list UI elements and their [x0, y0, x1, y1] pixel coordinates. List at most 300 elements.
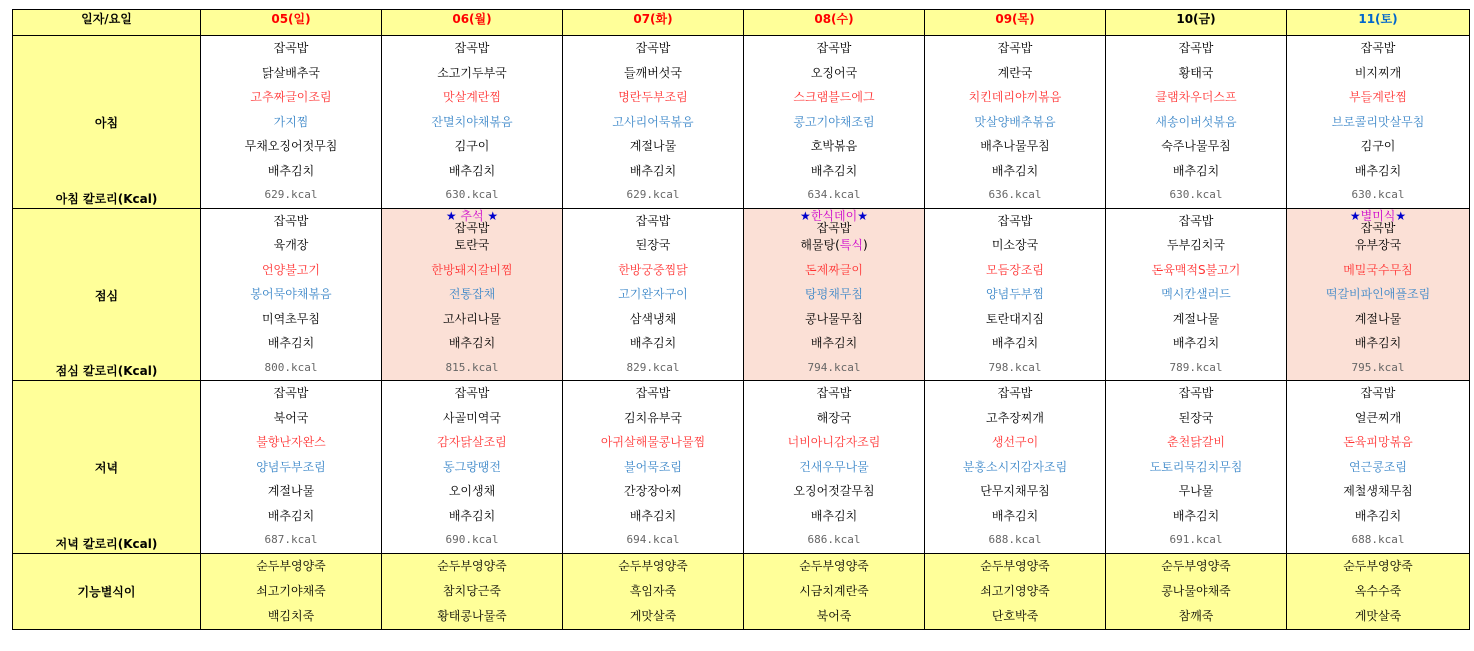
functional-diet-cell	[382, 553, 563, 629]
day-header: 08(수)	[744, 10, 925, 36]
menu-item	[1287, 381, 1469, 406]
calorie-value: 630.kcal	[1169, 188, 1223, 201]
menu-item-text: 두부김치국	[1167, 238, 1225, 252]
menu-item-text: 잡곡밥	[997, 386, 1033, 400]
meal-cell	[1106, 381, 1287, 554]
menu-item-text: 토란국	[454, 238, 490, 252]
porridge-item: 콩나물야채죽	[1161, 583, 1231, 598]
calorie-label: 점심 칼로리(Kcal)	[55, 364, 158, 378]
star-icon: ★	[445, 208, 461, 223]
menu-item-text: 육개장	[273, 238, 309, 252]
menu-item-text: 가지찜	[273, 114, 309, 129]
menu-item-text: 잡곡밥	[816, 386, 852, 400]
calorie-value: 686.kcal	[807, 533, 861, 546]
menu-item	[925, 85, 1105, 110]
menu-item-text: 잡곡밥	[816, 41, 852, 55]
menu-item-text: 콩나물무침	[805, 311, 863, 326]
calorie-value: 690.kcal	[445, 533, 499, 546]
menu-item	[563, 479, 743, 504]
functional-diet-row	[13, 553, 1470, 629]
menu-item-text: 메밀국수무침	[1343, 262, 1413, 277]
menu-item	[1287, 430, 1469, 455]
menu-item	[1287, 134, 1469, 159]
porridge-item: 시금치계란죽	[799, 583, 869, 598]
calorie-value: 636.kcal	[988, 188, 1042, 201]
menu-item	[1106, 381, 1286, 406]
menu-item	[1106, 331, 1286, 356]
menu-item	[563, 504, 743, 529]
menu-item-text: 잡곡밥	[1178, 213, 1214, 228]
menu-item-text: 잡곡밥	[1178, 41, 1214, 55]
meal-title: 아침	[94, 116, 119, 130]
functional-diet-cell	[563, 553, 744, 629]
calorie-value: 629.kcal	[264, 188, 318, 201]
menu-item-text: 배추김치	[267, 508, 315, 523]
calorie-value: 794.kcal	[807, 360, 861, 374]
day-header: 10(금)	[1106, 10, 1287, 36]
calorie-value: 634.kcal	[807, 188, 861, 201]
menu-item-text: 잡곡밥	[997, 41, 1033, 55]
menu-item	[925, 282, 1105, 307]
menu-item	[563, 134, 743, 159]
menu-item	[1287, 479, 1469, 504]
menu-item-text: 소고기두부국	[437, 65, 507, 80]
menu-item: 잡곡밥	[1360, 220, 1396, 235]
menu-item	[744, 258, 924, 283]
menu-item	[1106, 282, 1286, 307]
menu-item-text: 잡곡밥	[454, 386, 490, 400]
menu-item-text: 배추나물무침	[980, 139, 1050, 153]
menu-item-text: 미역초무침	[262, 311, 320, 326]
menu-item	[563, 36, 743, 61]
functional-diet-cell	[925, 553, 1106, 629]
menu-item	[201, 504, 381, 529]
calorie-value: 829.kcal	[626, 360, 680, 374]
star-icon: ★	[483, 208, 499, 223]
menu-item-text: 부들계란찜	[1349, 90, 1407, 104]
meal-section-row	[13, 381, 1470, 554]
meal-cell	[1106, 36, 1287, 209]
menu-item	[744, 134, 924, 159]
menu-item-text: 배추김치	[1172, 336, 1220, 350]
special-text: 별미식	[1360, 208, 1396, 223]
header-row	[13, 10, 1470, 36]
menu-item-text: 잡곡밥	[635, 41, 671, 55]
calorie-label: 아침 칼로리(Kcal)	[55, 191, 158, 206]
meal-cell	[1287, 381, 1470, 554]
menu-item	[925, 209, 1105, 234]
day-header: 07(화)	[563, 10, 744, 36]
menu-item-text: 배추김치	[629, 508, 677, 523]
menu-item	[382, 430, 562, 455]
menu-item-text: 잡곡밥	[273, 386, 309, 400]
menu-item	[201, 479, 381, 504]
menu-item	[1106, 455, 1286, 480]
menu-item-text: 잡곡밥	[454, 41, 490, 55]
menu-item	[1287, 282, 1469, 307]
menu-item-text: 불향난자완스	[256, 435, 326, 449]
porridge-item: 흑임자죽	[629, 583, 677, 598]
menu-item-text: 멕시칸샐러드	[1161, 287, 1231, 301]
menu-item	[1287, 307, 1469, 332]
menu-item-text: 숙주나물무침	[1161, 139, 1231, 153]
menu-item-text: 잡곡밥	[1360, 386, 1396, 400]
menu-item-text: 아귀살해물콩나물찜	[600, 435, 706, 449]
menu-item-text: 잡곡밥	[635, 213, 671, 228]
porridge-item: 백김치죽	[267, 608, 315, 623]
calorie-value: 630.kcal	[445, 188, 499, 201]
menu-item-text: 언양불고기	[262, 262, 320, 277]
header-label: 일자/요일	[13, 10, 201, 36]
porridge-item: 게맛살죽	[1354, 608, 1402, 623]
special-text: 한식데이	[810, 208, 858, 223]
meal-cell	[925, 208, 1106, 381]
porridge-item: 순두부영양죽	[618, 558, 688, 573]
porridge-item: 황태콩나물죽	[437, 608, 507, 623]
calorie-value: 687.kcal	[264, 533, 318, 546]
menu-item	[563, 307, 743, 332]
menu-item-text: 배추김치	[1354, 508, 1402, 523]
menu-item	[1106, 36, 1286, 61]
menu-item	[925, 36, 1105, 61]
porridge-item: 순두부영양죽	[1343, 558, 1413, 573]
menu-item-text: 한방궁중찜닭	[618, 262, 688, 277]
meal-cell	[925, 36, 1106, 209]
menu-item	[201, 36, 381, 61]
menu-item	[1106, 258, 1286, 283]
menu-item	[744, 406, 924, 431]
menu-item	[563, 209, 743, 234]
menu-item-text: 생선구이	[991, 435, 1039, 449]
functional-diet-label	[13, 553, 201, 629]
menu-item-text: 배추김치	[1354, 163, 1402, 178]
menu-item	[201, 331, 381, 356]
menu-item	[1287, 455, 1469, 480]
menu-item-text: 감자닭살조림	[437, 435, 507, 449]
menu-item	[1106, 504, 1286, 529]
menu-item-text: 배추김치	[810, 508, 858, 523]
meal-cell	[1106, 208, 1287, 381]
menu-item-text: 비지찌개	[1354, 65, 1402, 80]
menu-item-text: 닭살배추국	[262, 65, 320, 80]
menu-item	[1106, 159, 1286, 184]
menu-item	[744, 479, 924, 504]
menu-item	[563, 331, 743, 356]
menu-item	[1287, 331, 1469, 356]
menu-item-text: 봉어묵야채볶음	[250, 287, 332, 301]
menu-item-text: )	[862, 238, 868, 252]
meal-menu-table	[12, 9, 1470, 630]
menu-item-text: 황태국	[1178, 65, 1214, 80]
calorie-label: 저녁 칼로리(Kcal)	[55, 536, 158, 551]
menu-item	[744, 455, 924, 480]
menu-item-text: 무나물	[1178, 484, 1214, 498]
menu-item-text: 배추김치	[810, 336, 858, 350]
menu-item	[925, 307, 1105, 332]
menu-item	[1106, 406, 1286, 431]
meal-title: 점심	[94, 288, 119, 303]
menu-item	[201, 307, 381, 332]
special-label	[1287, 210, 1469, 222]
menu-item-text: 해물탕(	[800, 238, 840, 252]
star-icon: ★	[800, 208, 811, 223]
menu-item	[1287, 61, 1469, 86]
day-header: 05(일)	[201, 10, 382, 36]
menu-item-text: 맛살계란찜	[443, 90, 501, 104]
menu-item-text: 계절나물	[629, 139, 677, 153]
special-day-line	[744, 209, 924, 234]
menu-item-text: 배추김치	[448, 508, 496, 523]
menu-item	[563, 61, 743, 86]
menu-item	[201, 430, 381, 455]
menu-item-text: 명란두부조림	[618, 90, 688, 104]
porridge-item: 순두부영양죽	[1161, 558, 1231, 573]
menu-item-text: 얼큰찌개	[1354, 410, 1402, 425]
menu-item-text: 계절나물	[1172, 311, 1220, 326]
meal-cell	[382, 381, 563, 554]
menu-item	[201, 159, 381, 184]
menu-item	[744, 381, 924, 406]
menu-item	[1287, 159, 1469, 184]
menu-item-text: 불어묵조림	[624, 459, 682, 474]
porridge-item: 쇠고기야채죽	[256, 583, 326, 598]
menu-item	[382, 233, 562, 258]
menu-item-text: 배추김치	[991, 508, 1039, 523]
menu-item-text: 잡곡밥	[273, 213, 309, 228]
calorie-value: 795.kcal	[1351, 360, 1405, 374]
menu-item	[925, 134, 1105, 159]
menu-item-text: 치킨데리야끼볶음	[968, 90, 1062, 104]
menu-item	[382, 406, 562, 431]
menu-item	[925, 406, 1105, 431]
special-label	[744, 210, 924, 222]
menu-item	[382, 479, 562, 504]
menu-item-text: 계절나물	[1354, 311, 1402, 326]
menu-item-text: 잡곡밥	[635, 386, 671, 400]
menu-item	[382, 381, 562, 406]
porridge-item: 순두부영양죽	[256, 558, 326, 573]
menu-item-text: 양념두부조림	[256, 459, 326, 474]
menu-item-text: 떡갈비파인애플조림	[1325, 287, 1431, 301]
menu-item-text: 클램차우더스프	[1155, 90, 1237, 104]
menu-item	[382, 331, 562, 356]
menu-item	[563, 110, 743, 135]
porridge-item: 순두부영양죽	[437, 558, 507, 573]
menu-item	[382, 110, 562, 135]
menu-item	[925, 233, 1105, 258]
menu-item-text: 오징어젓갈무침	[793, 484, 875, 498]
meal-section-label	[13, 208, 201, 381]
menu-item	[563, 282, 743, 307]
meal-cell	[563, 208, 744, 381]
menu-item	[925, 504, 1105, 529]
menu-item-text: 건새우무나물	[799, 459, 869, 474]
menu-item-text: 무채오징어젓무침	[244, 139, 338, 153]
menu-item-text: 유부장국	[1354, 238, 1402, 252]
menu-item-text: 배추김치	[629, 163, 677, 178]
meal-section-row	[13, 208, 1470, 381]
menu-item-text: 맛살양배추볶음	[974, 114, 1056, 129]
menu-item	[744, 282, 924, 307]
menu-item	[201, 110, 381, 135]
menu-item-text: 잔멸치야채볶음	[431, 114, 513, 129]
menu-item	[201, 209, 381, 234]
menu-item-text: 스크램블드에그	[793, 90, 875, 104]
calorie-value: 691.kcal	[1169, 533, 1223, 546]
porridge-item: 순두부영양죽	[799, 558, 869, 573]
meal-section-label	[13, 36, 201, 209]
menu-item	[1106, 307, 1286, 332]
menu-item	[1106, 85, 1286, 110]
functional-diet-cell	[744, 553, 925, 629]
menu-item-text: 고기완자구이	[618, 287, 688, 301]
menu-item-text: 배추김치	[810, 163, 858, 178]
functional-diet-cell	[201, 553, 382, 629]
menu-item-text: 고사리어묵볶음	[612, 114, 694, 129]
functional-diet-cell	[1287, 553, 1470, 629]
porridge-item: 북어죽	[816, 608, 852, 623]
menu-item	[201, 85, 381, 110]
menu-item	[563, 455, 743, 480]
menu-item	[744, 159, 924, 184]
menu-item	[1106, 209, 1286, 234]
meal-cell	[201, 208, 382, 381]
porridge-item: 게맛살죽	[629, 608, 677, 623]
menu-item-text: 들깨버섯국	[624, 65, 682, 80]
menu-item	[1287, 258, 1469, 283]
menu-item	[744, 331, 924, 356]
menu-item-text: 잡곡밥	[1178, 386, 1214, 400]
menu-item-tag: 특식	[839, 238, 863, 252]
menu-item	[1287, 504, 1469, 529]
menu-item	[382, 61, 562, 86]
menu-item	[1287, 110, 1469, 135]
porridge-item: 단호박죽	[991, 608, 1039, 623]
menu-item	[925, 159, 1105, 184]
menu-item-text: 해장국	[816, 410, 852, 425]
menu-item-text: 고추짜글이조림	[250, 90, 332, 104]
calorie-value: 815.kcal	[445, 360, 499, 374]
menu-item-text: 배추김치	[1172, 163, 1220, 178]
menu-item	[201, 134, 381, 159]
menu-item-text: 한방돼지갈비찜	[431, 262, 513, 277]
menu-item	[1106, 134, 1286, 159]
menu-item	[563, 85, 743, 110]
menu-item-text: 돈육피망볶음	[1343, 435, 1413, 449]
porridge-item: 순두부영양죽	[980, 558, 1050, 573]
meal-section-label	[13, 381, 201, 554]
menu-item	[201, 258, 381, 283]
menu-item-text: 도토리묵김치무침	[1149, 459, 1243, 474]
menu-item-text: 계절나물	[267, 484, 315, 498]
menu-item: 잡곡밥	[454, 220, 490, 235]
menu-item	[744, 85, 924, 110]
star-icon: ★	[857, 208, 868, 223]
menu-item-text: 토란대지짐	[986, 311, 1044, 326]
menu-item	[925, 430, 1105, 455]
menu-item: 잡곡밥	[816, 220, 852, 235]
meal-section-row	[13, 36, 1470, 209]
menu-item-text: 된장국	[1178, 410, 1214, 425]
menu-item-text: 오이생채	[448, 484, 496, 498]
menu-item	[744, 430, 924, 455]
star-icon: ★	[1395, 208, 1407, 223]
menu-item-text: 고사리나물	[443, 311, 501, 326]
functional-title: 기능별식이	[77, 584, 136, 599]
menu-item-text: 잡곡밥	[997, 213, 1033, 228]
menu-item-text: 계란국	[997, 65, 1033, 80]
functional-diet-cell	[1106, 553, 1287, 629]
menu-item-text: 배추김치	[991, 163, 1039, 178]
menu-item	[382, 282, 562, 307]
menu-item-text: 고추장찌개	[986, 410, 1044, 425]
meal-cell	[925, 381, 1106, 554]
menu-item	[744, 61, 924, 86]
menu-item	[744, 504, 924, 529]
menu-item-text: 배추김치	[267, 163, 315, 178]
menu-item-text: 분홍소시지감자조림	[962, 459, 1068, 474]
menu-item	[382, 36, 562, 61]
porridge-item: 참깨죽	[1178, 608, 1214, 623]
menu-item-text: 간장장아찌	[624, 484, 682, 498]
porridge-item: 쇠고기영양죽	[980, 583, 1050, 598]
menu-item	[201, 282, 381, 307]
menu-item	[201, 455, 381, 480]
menu-item	[1106, 479, 1286, 504]
menu-item-text: 돈제짜글이	[805, 262, 863, 277]
menu-item-text: 미소장국	[991, 238, 1039, 252]
calorie-value: 800.kcal	[264, 360, 318, 374]
meal-cell	[201, 36, 382, 209]
menu-item	[744, 233, 924, 258]
calorie-value: 688.kcal	[988, 533, 1042, 546]
day-header: 06(월)	[382, 10, 563, 36]
special-day-line	[382, 209, 562, 234]
menu-item	[201, 61, 381, 86]
menu-item	[925, 61, 1105, 86]
meal-cell	[744, 208, 925, 381]
menu-item	[382, 85, 562, 110]
meal-cell	[382, 208, 563, 381]
meal-cell	[563, 36, 744, 209]
menu-item	[563, 233, 743, 258]
calorie-value: 789.kcal	[1169, 360, 1223, 374]
menu-item	[925, 331, 1105, 356]
menu-item	[1287, 406, 1469, 431]
meal-cell	[744, 381, 925, 554]
menu-item-text: 탕평채무침	[805, 287, 863, 301]
day-header: 09(목)	[925, 10, 1106, 36]
meal-cell	[1287, 208, 1470, 381]
meal-cell	[382, 36, 563, 209]
menu-item	[925, 455, 1105, 480]
menu-item	[201, 233, 381, 258]
menu-item	[563, 406, 743, 431]
meal-cell	[1287, 36, 1470, 209]
menu-item-text: 배추김치	[1172, 508, 1220, 523]
menu-item	[201, 406, 381, 431]
menu-item	[201, 381, 381, 406]
special-day-line	[1287, 209, 1469, 234]
menu-item-text: 콩고기야채조림	[793, 114, 875, 129]
star-icon: ★	[1349, 208, 1361, 223]
menu-item-text: 오징어국	[810, 65, 858, 80]
menu-item	[382, 159, 562, 184]
menu-item	[1106, 61, 1286, 86]
menu-item-text: 양념두부찜	[986, 287, 1044, 301]
menu-item-text: 배추김치	[267, 336, 315, 350]
menu-item-text: 북어국	[273, 410, 309, 425]
